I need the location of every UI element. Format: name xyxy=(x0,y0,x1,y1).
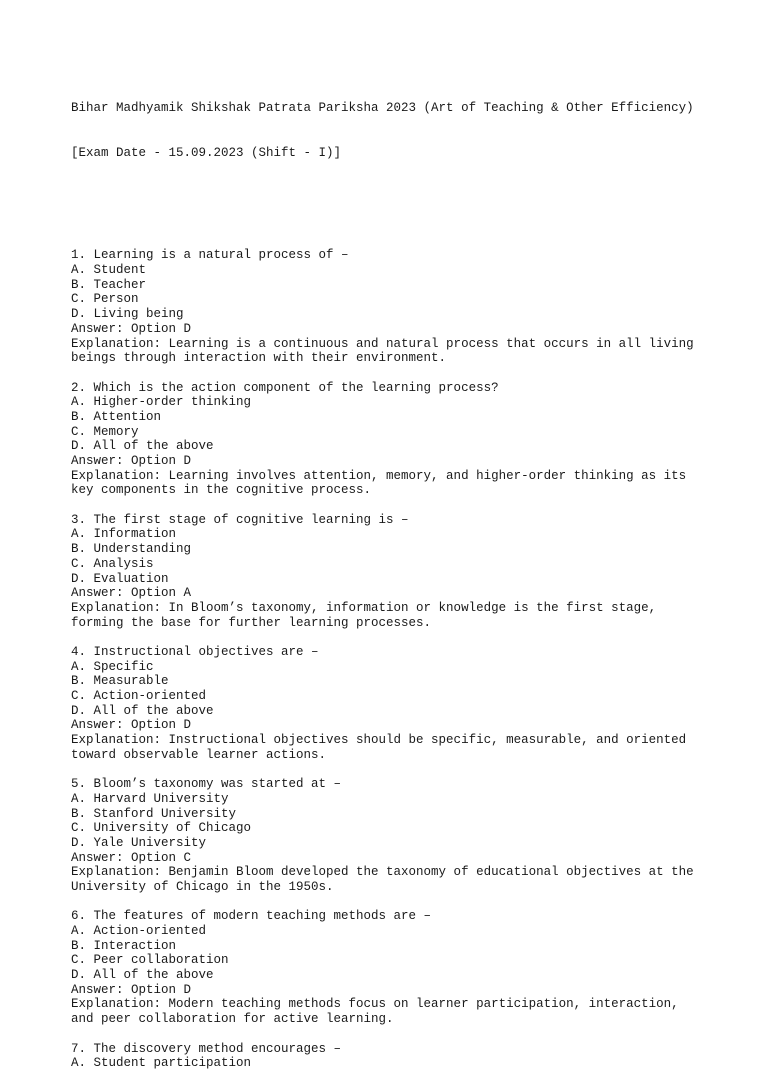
question-block xyxy=(71,381,741,513)
question-text: 2. Which is the action component of the learning process? xyxy=(71,380,499,395)
question-block xyxy=(71,645,741,777)
answer-text: Answer: Option D xyxy=(71,321,192,336)
option-text: D. Yale University xyxy=(71,835,207,850)
question-block xyxy=(71,1042,741,1071)
option-text: A. Specific xyxy=(71,659,154,674)
question-text: 4. Instructional objectives are – xyxy=(71,644,319,659)
option-text: D. Evaluation xyxy=(71,571,169,586)
question-text: 1. Learning is a natural process of – xyxy=(71,248,349,263)
question-block xyxy=(71,513,741,645)
question-text: 5. Bloom’s taxonomy was started at – xyxy=(71,777,342,792)
exam-date: [Exam Date - 15.09.2023 (Shift - I)] xyxy=(71,145,342,160)
option-text: B. Attention xyxy=(71,409,162,424)
question-block xyxy=(71,909,741,1041)
option-text: C. University of Chicago xyxy=(71,821,252,836)
option-text: A. Harvard University xyxy=(71,791,229,806)
explanation-text: forming the base for further learning processes. xyxy=(71,615,432,630)
option-text: B. Understanding xyxy=(71,542,192,557)
explanation-text: University of Chicago in the 1950s. xyxy=(71,879,334,894)
option-text: B. Interaction xyxy=(71,938,177,953)
spacer xyxy=(71,190,741,205)
option-text: A. Student xyxy=(71,263,147,278)
option-text: C. Memory xyxy=(71,424,139,439)
answer-text: Answer: Option D xyxy=(71,718,192,733)
option-text: C. Action-oriented xyxy=(71,689,207,704)
answer-text: Answer: Option A xyxy=(71,586,192,601)
option-text: D. All of the above xyxy=(71,968,214,983)
option-text: A. Action-oriented xyxy=(71,924,207,939)
question-list xyxy=(71,248,741,1071)
option-text: B. Stanford University xyxy=(71,806,237,821)
question-block xyxy=(71,777,741,909)
answer-text: Answer: Option C xyxy=(71,850,192,865)
question-block xyxy=(71,248,741,380)
explanation-text: key components in the cognitive process. xyxy=(71,483,372,498)
option-text: C. Peer collaboration xyxy=(71,953,229,968)
spacer xyxy=(71,895,741,910)
option-text: D. All of the above xyxy=(71,703,214,718)
option-text: A. Information xyxy=(71,527,177,542)
question-text: 7. The discovery method encourages – xyxy=(71,1041,342,1056)
explanation-text: Explanation: Instructional objectives should be specific, measurable, and oriented xyxy=(71,733,687,748)
document-page xyxy=(71,72,741,1086)
spacer xyxy=(71,366,741,381)
explanation-text: and peer collaboration for active learning. xyxy=(71,1012,394,1027)
option-text: A. Student participation xyxy=(71,1056,252,1071)
explanation-text: Explanation: In Bloom’s taxonomy, information or knowledge is the first stage, xyxy=(71,600,657,615)
option-text: C. Analysis xyxy=(71,556,154,571)
option-text: D. All of the above xyxy=(71,439,214,454)
explanation-text: Explanation: Benjamin Bloom developed the taxonomy of educational objectives at the xyxy=(71,865,694,880)
option-text: C. Person xyxy=(71,292,139,307)
option-text: B. Measurable xyxy=(71,674,169,689)
answer-text: Answer: Option D xyxy=(71,454,192,469)
question-text: 3. The first stage of cognitive learning is – xyxy=(71,512,409,527)
document-title: Bihar Madhyamik Shikshak Patrata Pariksha 2023 (Art of Teaching & Other Efficiency) xyxy=(71,101,694,116)
spacer xyxy=(71,762,741,777)
explanation-text: toward observable learner actions. xyxy=(71,747,327,762)
option-text: B. Teacher xyxy=(71,277,147,292)
explanation-text: Explanation: Learning involves attention, memory, and higher-order thinking as its xyxy=(71,468,687,483)
spacer xyxy=(71,630,741,645)
explanation-text: Explanation: Modern teaching methods focus on learner participation, interaction, xyxy=(71,997,679,1012)
explanation-text: Explanation: Learning is a continuous and natural process that occurs in all living xyxy=(71,336,694,351)
spacer xyxy=(71,1027,741,1042)
option-text: D. Living being xyxy=(71,307,184,322)
question-text: 6. The features of modern teaching methods are – xyxy=(71,909,432,924)
option-text: A. Higher-order thinking xyxy=(71,395,252,410)
spacer xyxy=(71,498,741,513)
answer-text: Answer: Option D xyxy=(71,982,192,997)
explanation-text: beings through interaction with their environment. xyxy=(71,351,447,366)
